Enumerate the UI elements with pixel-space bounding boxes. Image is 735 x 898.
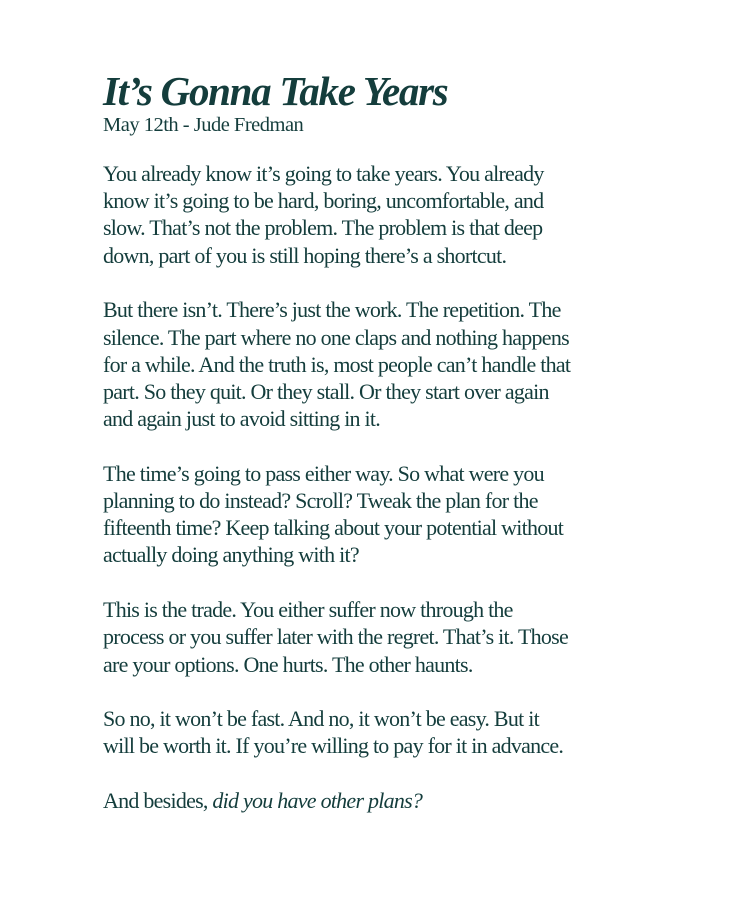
text-line: silence. The part where no one claps and nothing happens [103,324,569,350]
text-line: are your options. One hurts. The other haunts. [103,651,473,677]
text-line: You already know it’s going to take years. You already [103,161,544,186]
text-line: slow. That’s not the problem. The problem is that deep [103,215,543,241]
text-line: So no, it won’t be fast. And no, it won’t be easy. But it [103,706,539,732]
text-line: and again just to avoid sitting in it. [103,406,381,432]
paragraph [103,160,663,269]
text-line: The time’s going to pass either way. So what were you [103,460,544,486]
article-title: It’s Gonna Take Years [103,68,448,114]
text-line: actually doing anything with it? [103,542,359,568]
closing-italic-text: did you have other plans? [212,788,423,814]
text-line: planning to do instead? Scroll? Tweak the plan for the [103,488,538,514]
text-line: But there isn’t. There’s just the work. The repetition. The [103,297,561,323]
closing-text: And besides, [103,788,213,814]
text-line: part. So they quit. Or they stall. Or they start over again [103,378,549,404]
article-body [103,160,663,814]
text-line: down, part of you is still hoping there’s a shortcut. [103,242,507,268]
text-line: know it’s going to be hard, boring, uncomfortable, and [103,188,544,214]
paragraph [103,460,663,569]
text-line: This is the trade. You either suffer now through the [103,597,513,623]
text-line: fifteenth time? Keep talking about your potential without [103,515,564,541]
text-line: process or you suffer later with the regret. That’s it. Those [103,624,569,650]
text-line: for a while. And the truth is, most people can’t handle that [103,351,571,377]
text-line: will be worth it. If you’re willing to pay for it in advance. [103,733,564,759]
article [103,68,663,842]
paragraph [103,296,663,432]
article-byline: May 12th - Jude Fredman [103,114,304,136]
closing-paragraph [103,787,663,814]
paragraph [103,705,663,759]
closing-line [103,787,663,814]
paragraph [103,596,663,678]
